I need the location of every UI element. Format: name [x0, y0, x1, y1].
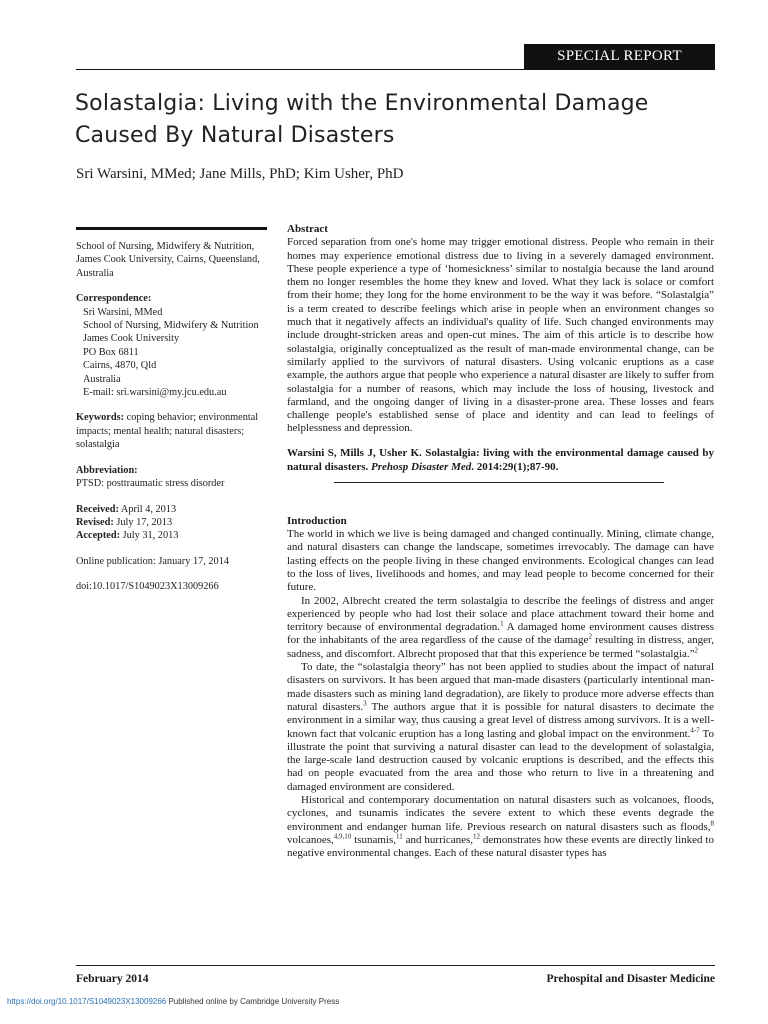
intro-paragraph-4 [287, 794, 714, 860]
correspondence-block [76, 292, 272, 399]
reference-marker[interactable]: 2 [694, 646, 698, 655]
reference-marker[interactable]: 3 [363, 699, 367, 708]
citation [287, 446, 714, 474]
text-run: Historical and contemporary documentation on natural disasters such as volcanoes, floods, cyclones, and tsunamis indicates the severe extent to which these events degrade the environment and endanger human life. Previous research on natural disasters such as floods, [287, 793, 714, 833]
revised-label: Revised: [76, 516, 114, 528]
doi-link[interactable]: https://doi.org/10.1017/S1049023X13009266 [7, 997, 167, 1006]
reference-marker[interactable]: 12 [473, 832, 480, 841]
article-title: Solastalgia: Living with the Environmental Damage Caused By Natural Disasters [75, 91, 649, 148]
introduction-heading: Introduction [287, 514, 347, 527]
sidebar [76, 240, 272, 606]
correspondence-line: James Cook University [83, 333, 180, 345]
reference-marker[interactable]: 4,9,10 [333, 832, 352, 841]
received-value: April 4, 2013 [118, 503, 177, 515]
correspondence-line: School of Nursing, Midwifery & Nutrition [83, 320, 259, 332]
citation-main: Warsini S, Mills J, Usher K. Solastalgia: living with the environmental damage caused by natural disasters. [287, 446, 714, 473]
banner-rule [76, 69, 715, 70]
text-run: tsunamis, [351, 833, 396, 846]
abbreviation-text: PTSD: posttraumatic stress disorder [76, 478, 225, 490]
abstract-heading: Abstract [287, 223, 328, 235]
reference-marker[interactable]: 2 [588, 632, 592, 641]
citation-end: . 2014:29(1);87-90. [471, 460, 559, 473]
footer-journal: Prehospital and Disaster Medicine [546, 973, 715, 985]
text-run: In 2002, Albrecht created the term solastalgia to describe the feelings of distress and anger experienced by people who had lost their solace and place attachment toward their home and territory because of environmental degradation. [287, 594, 714, 634]
text-run: To illustrate the point that surviving a natural disaster can lead to the development of solastalgia, the large-scale land destruction caused by volcanic eruptions is described, and the effects this had on people evacuated from the area and those who return to live in a threatening and damaged environment are considered. [287, 727, 714, 793]
received-label: Received: [76, 503, 119, 515]
online-publication: Online publication: January 17, 2014 [76, 555, 229, 567]
text-run: The authors argue that it is possible for natural disasters to decimate the environment in a similar way, thus causing a great level of distress among survivors. It is a well-known fact that volcanic eruption has a long lasting and global impact on the environment. [287, 700, 714, 740]
reference-marker[interactable]: 1 [500, 619, 504, 628]
abbreviation-label: Abbreviation: [76, 464, 138, 476]
intro-paragraph-1: The world in which we live is being damaged and changed continually. Mining, climate change, and natural disasters can change the landscape, sometimes irrevocably. The damage can have lasting effects on the people living in these changed environments. Ecological changes can lead to the loss of lives, livelihoods and homes, and may lead people to become concerned for their future. [287, 528, 714, 594]
received-date [76, 503, 272, 516]
keywords-text: coping behavior; environmental impacts; mental health; natural disasters; solastalgia [76, 412, 259, 451]
correspondence-line: Cairns, 4870, Qld [83, 360, 157, 372]
revised-date [76, 516, 272, 529]
text-run: demonstrates how these events are directly linked to negative environmental changes. Each of these natural disaster types has [287, 833, 714, 860]
keywords-label: Keywords: [76, 412, 125, 424]
text-run: volcanoes, [287, 833, 334, 846]
intro-paragraph-2 [287, 595, 714, 661]
reference-marker[interactable]: 4-7 [690, 725, 700, 734]
sidebar-doi[interactable]: doi:10.1017/S1049023X13009266 [76, 581, 219, 593]
special-report-banner: SPECIAL REPORT [524, 44, 715, 69]
correspondence-line: Australia [83, 373, 121, 385]
authors: Sri Warsini, MMed; Jane Mills, PhD; Kim Usher, PhD [76, 166, 404, 182]
reference-marker[interactable]: 8 [710, 818, 714, 827]
sidebar-rule [76, 227, 267, 230]
doi-suffix: Published online by Cambridge University Press [166, 997, 340, 1006]
correspondence-line: PO Box 6811 [83, 346, 139, 358]
reference-marker[interactable]: 11 [396, 832, 403, 841]
correspondence-label: Correspondence: [76, 293, 152, 305]
correspondence-line: Sri Warsini, MMed [83, 306, 163, 318]
revised-value: July 17, 2013 [113, 516, 173, 528]
accepted-label: Accepted: [76, 530, 121, 542]
main-column [287, 223, 714, 860]
abstract-text: Forced separation from one's home may trigger emotional distress. People who remain in their homes may experience emotional distress due to living in a severely damaged environment. These people experience a type of ‘homesickness’ similar to nostalgia because the land around them no longer resembles the home they knew and loved. What they lack is solace or comfort from their home; they long for the home environment to be the way it was before. “Solastalgia” is a term created to describe feelings which arise in people when an environment changes so much that it negatively affects an individual's quality of life. Such changed environments may include drought-stricken areas and open-cut mines. The aim of this article is to describe how solastalgia, originally conceptualized as the result of man-made environmental change, can be similarly applied to the survivors of natural disasters. Using volcanic eruptions as a case example, the authors argue that people who experience a natural disaster are likely to suffer from solastalgia for a number of reasons, which may include the loss of housing, livestock and farmland, and the ongoing danger of living in a disaster-prone area. These losses and fears challenge people's established sense of place and identity and can lead to feelings of helplessness and depression. [287, 236, 714, 435]
abbreviation-block [76, 464, 272, 491]
accepted-date [76, 529, 272, 542]
dates-block [76, 503, 272, 543]
citation-journal: Prehosp Disaster Med [371, 460, 472, 473]
text-run: resulting in distress, anger, sadness, and discomfort. Albrecht proposed that that this experience be termed “solastalgia.” [287, 634, 714, 660]
correspondence-email[interactable]: E-mail: sri.warsini@my.jcu.edu.au [83, 387, 227, 399]
affiliation: School of Nursing, Midwifery & Nutrition, James Cook University, Cairns, Queensland, Australia [76, 241, 260, 279]
accepted-value: July 31, 2013 [120, 530, 179, 542]
text-run: To date, the “solastalgia theory” has not been applied to studies about the impact of natural disasters on survivors. It has been argued that man-made disasters (particularly intentional man-made disasters such as mining land degradation), are likely to produce more adverse effects than natural disasters. [287, 661, 714, 713]
text-run: and hurricanes, [402, 833, 473, 846]
text-run: A damaged home environment causes distress for the inhabitants of the area regardless of the cause of the damage [287, 621, 714, 647]
doi-footer [7, 997, 339, 1006]
footer-date: February 2014 [76, 973, 149, 985]
intro-paragraph-3 [287, 661, 714, 794]
keywords [76, 411, 272, 451]
abstract-rule [334, 482, 664, 483]
footer-rule [76, 965, 715, 966]
